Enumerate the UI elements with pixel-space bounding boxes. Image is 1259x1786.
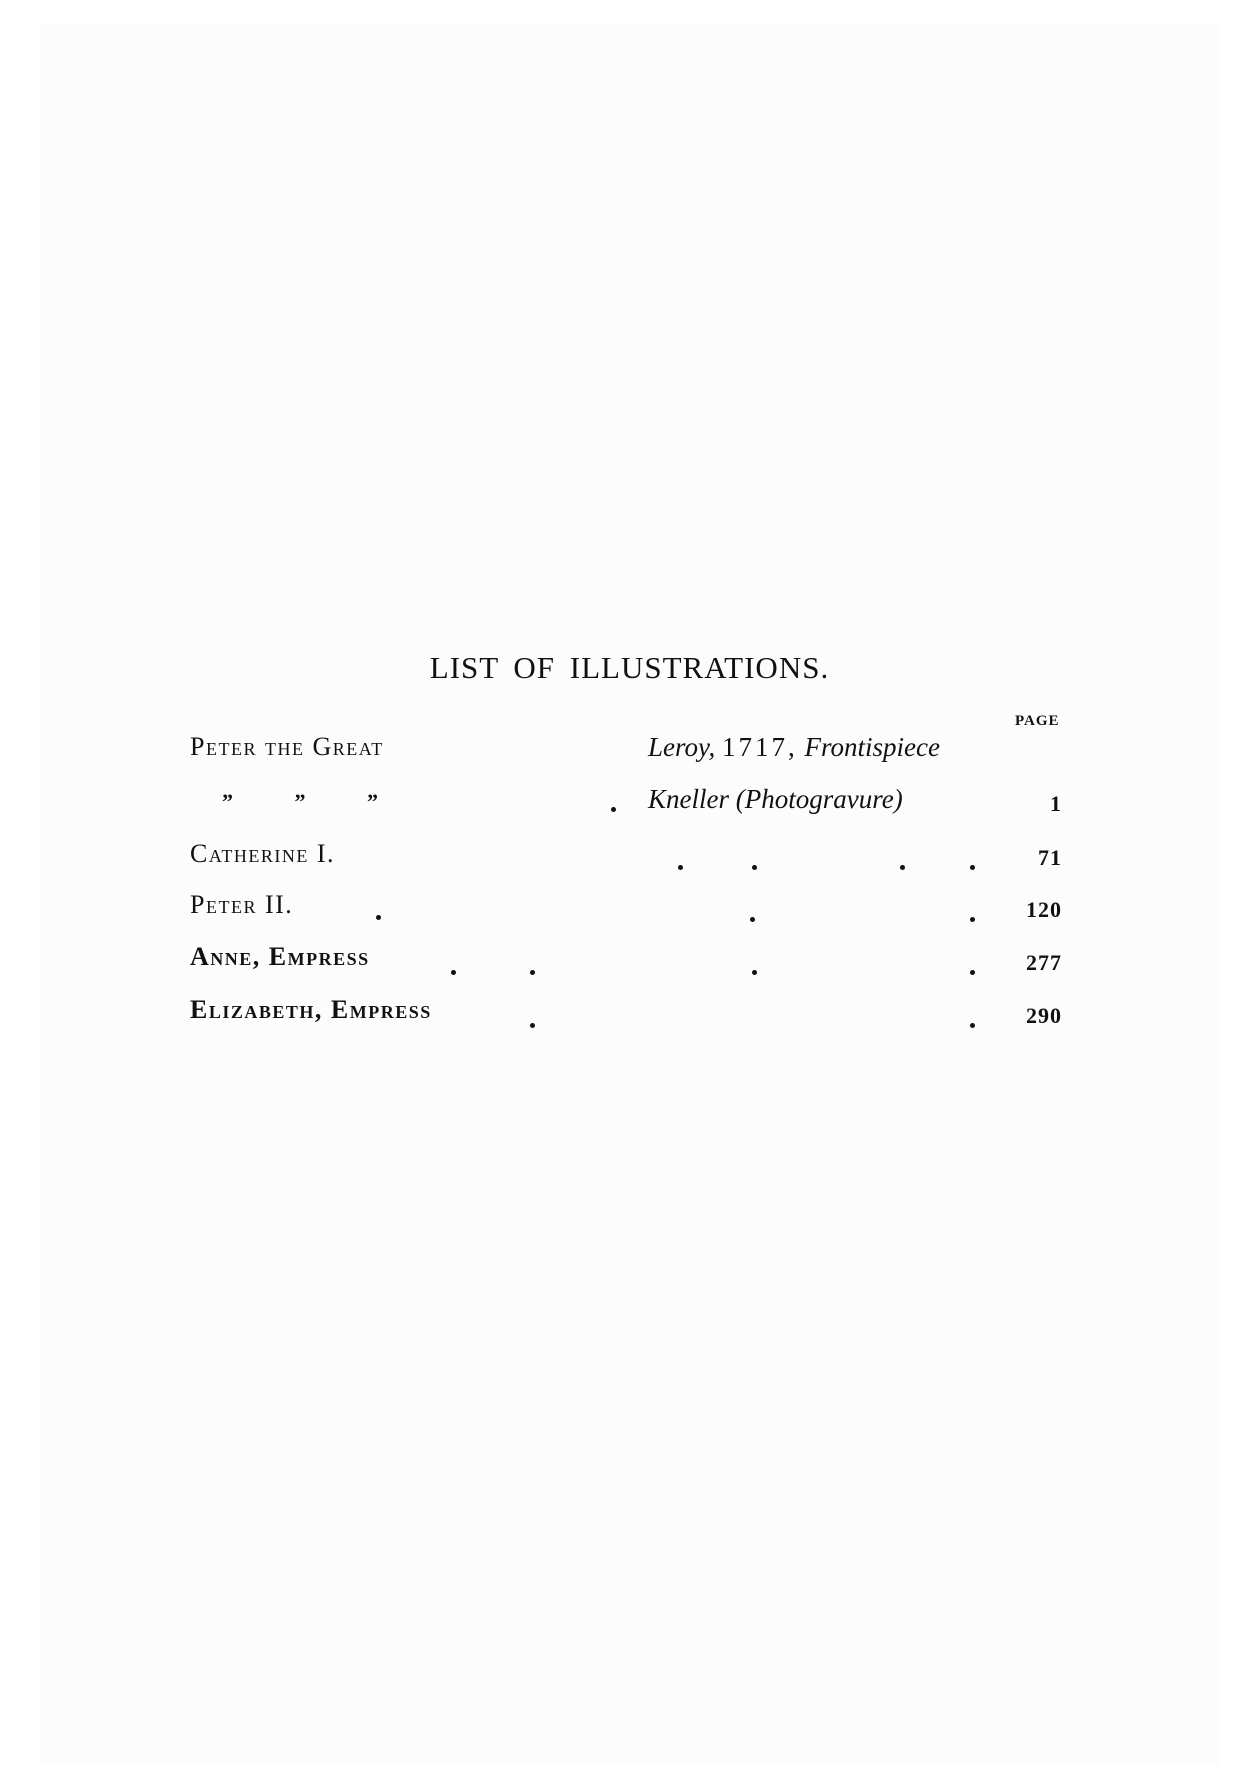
leader-dot	[530, 970, 535, 975]
entry-name-elizabeth-empress: Elizabeth, Empress	[190, 995, 432, 1024]
entry-credit-kneller	[648, 784, 903, 815]
entry-page: 290	[1026, 1003, 1062, 1028]
entry-page: 120	[1026, 897, 1062, 922]
credit-artist: Kneller	[648, 784, 729, 814]
page-title: LIST OF ILLUSTRATIONS.	[429, 650, 830, 685]
entry-name-peter-ii: Peter II.	[190, 890, 294, 919]
leader-dot	[752, 970, 757, 975]
entry-name-ditto: ” ” ”	[222, 789, 378, 814]
leader-dot	[750, 917, 755, 922]
leader-dot	[970, 970, 975, 975]
entry-credit-leroy	[648, 732, 940, 763]
leader-dot	[900, 865, 905, 870]
entry-name-anne-empress: Anne, Empress	[190, 942, 370, 971]
entry-page: 71	[1038, 845, 1062, 870]
entry-page: 277	[1026, 950, 1062, 975]
leader-dot	[451, 970, 456, 975]
leader-dot	[611, 807, 616, 812]
leader-dot	[530, 1023, 535, 1028]
entry-name-catherine-i: Catherine I.	[190, 839, 335, 868]
leader-dot	[970, 1023, 975, 1028]
leader-dot	[970, 917, 975, 922]
leader-dot	[970, 865, 975, 870]
leader-dot	[376, 915, 381, 920]
entry-name-peter-the-great: Peter the Great	[190, 732, 384, 761]
leader-dot	[752, 865, 757, 870]
credit-year: 1717,	[722, 732, 798, 762]
page-column-header: PAGE	[1015, 713, 1060, 729]
credit-artist: Leroy,	[648, 732, 716, 762]
credit-note: (Photogravure)	[735, 784, 903, 814]
credit-note: Frontispiece	[804, 732, 940, 762]
entry-page: 1	[1050, 791, 1062, 816]
leader-dot	[678, 865, 683, 870]
